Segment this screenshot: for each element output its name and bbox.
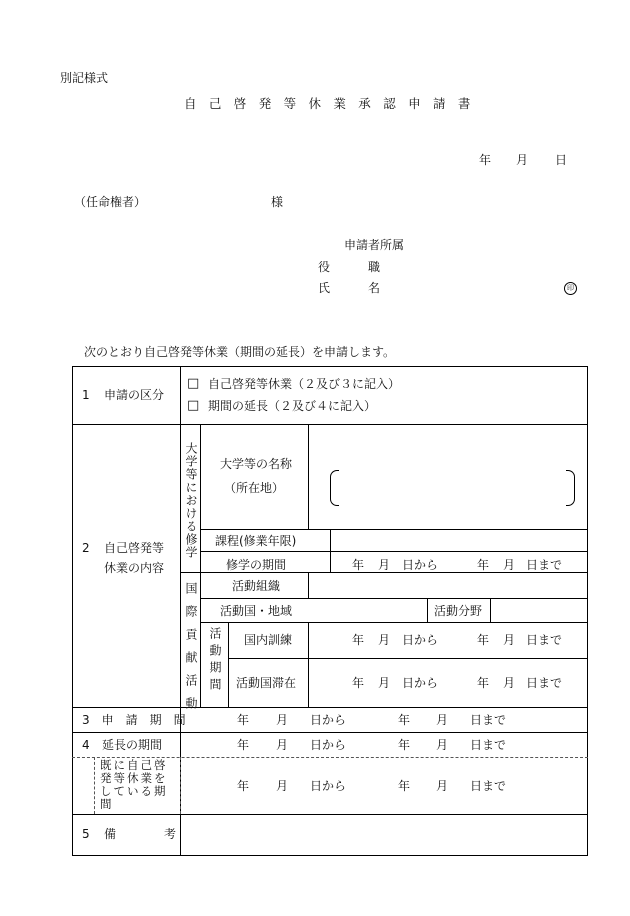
org-field[interactable] xyxy=(312,576,584,596)
course-bottom-line xyxy=(200,551,588,552)
row-divider-2-3 xyxy=(72,707,588,708)
already-until-year: 年 xyxy=(398,779,411,793)
date-day: 日 xyxy=(555,153,568,167)
checkbox-extension[interactable]: □ xyxy=(187,398,200,413)
table-border-bottom xyxy=(72,855,588,856)
already-label-line4: 間 xyxy=(100,797,112,811)
domestic-from-month: 月 xyxy=(378,633,391,647)
period-label-divider xyxy=(308,622,309,707)
date-year: 年 xyxy=(479,153,492,167)
univ-intl-divider xyxy=(180,572,588,573)
period-group-divider xyxy=(228,622,229,707)
univ-name-label-line2: （所在地） xyxy=(224,481,285,495)
addressee-label: （任命権者） xyxy=(74,195,147,209)
applicant-name-label-2: 名 xyxy=(368,281,381,295)
row5-label-1: 備 xyxy=(104,827,117,841)
univ-address-field[interactable] xyxy=(342,470,564,504)
field-divider xyxy=(490,598,491,622)
row1-label: 申請の区分 xyxy=(104,388,165,402)
already-label-line3: している期 xyxy=(100,784,168,798)
leave-from-year: 年 xyxy=(237,713,250,727)
applicant-position-label-1: 役 xyxy=(318,260,331,274)
country-region-label: 活動国・地域 xyxy=(220,604,293,618)
study-from-month: 月 xyxy=(378,558,391,572)
checkbox-leave[interactable]: □ xyxy=(187,376,200,391)
intro-sentence: 次のとおり自己啓発等休業（期間の延長）を申請します。 xyxy=(84,345,396,359)
study-period-label: 修学の期間 xyxy=(226,558,287,572)
seal-mark: 印 xyxy=(564,282,577,295)
already-from-year: 年 xyxy=(237,779,250,793)
already-label-line1: 既に自己啓 xyxy=(100,758,168,772)
already-until-day: 日まで xyxy=(470,779,507,793)
univ-name-divider xyxy=(308,424,309,529)
period-group-label: 活動期間 xyxy=(208,627,222,695)
course-field[interactable] xyxy=(334,532,584,550)
table-border-right xyxy=(587,366,588,856)
org-label: 活動組織 xyxy=(232,579,281,593)
domestic-from-year: 年 xyxy=(352,633,365,647)
addressee-honorific: 様 xyxy=(271,195,284,209)
course-label: 課程(修業年限) xyxy=(215,534,297,548)
option-extension-label: 期間の延長（２及び４に記入） xyxy=(208,399,377,413)
country-divider xyxy=(427,598,428,622)
table-border-left xyxy=(72,366,73,856)
abroad-until-month: 月 xyxy=(503,676,516,690)
row2-label-line2: 休業の内容 xyxy=(104,561,165,575)
row4-number: 4 xyxy=(82,738,90,752)
already-label-line2: 発等休業を xyxy=(100,771,168,785)
already-left-dashed xyxy=(94,757,95,814)
row5-label-2: 考 xyxy=(164,827,177,841)
leave-from-day: 日から xyxy=(310,713,347,727)
row3-label: 3 申 請 期 間 xyxy=(82,713,186,727)
domestic-from-day: 日から xyxy=(402,633,439,647)
univ-name-label-line1: 大学等の名称 xyxy=(220,457,293,471)
applicant-position-label-2: 職 xyxy=(368,260,381,274)
row-divider-4-5 xyxy=(72,814,588,815)
extension-from-month: 月 xyxy=(276,738,289,752)
domestic-training-label: 国内訓練 xyxy=(244,633,293,647)
abroad-from-year: 年 xyxy=(352,676,365,690)
leave-until-month: 月 xyxy=(436,713,449,727)
domestic-bottom-line xyxy=(228,658,588,659)
row4-label: 延長の期間 xyxy=(102,738,163,752)
study-from-day: 日から xyxy=(402,558,439,572)
intl-group-label: 国際貢献活動 xyxy=(184,582,198,720)
univ-group-label: 大学等における修学 xyxy=(184,442,198,559)
field-input[interactable] xyxy=(494,601,584,620)
group-label-divider xyxy=(200,424,201,707)
org-bottom-line xyxy=(200,598,588,599)
abroad-until-day: 日まで xyxy=(526,676,563,690)
leave-from-month: 月 xyxy=(276,713,289,727)
row1-number: 1 xyxy=(82,388,90,402)
application-table xyxy=(72,366,588,856)
abroad-until-year: 年 xyxy=(477,676,490,690)
applicant-name-label-1: 氏 xyxy=(318,281,331,295)
country-field[interactable] xyxy=(312,601,424,620)
study-from-year: 年 xyxy=(352,558,365,572)
study-until-day: 日まで xyxy=(526,558,563,572)
document-title: 自己啓発等休業承認申請書 xyxy=(184,96,483,111)
extension-until-day: 日まで xyxy=(470,738,507,752)
already-until-month: 月 xyxy=(436,779,449,793)
domestic-until-year: 年 xyxy=(477,633,490,647)
remarks-field[interactable] xyxy=(184,818,584,852)
already-from-month: 月 xyxy=(276,779,289,793)
row5-number: 5 xyxy=(82,827,90,841)
abroad-from-day: 日から xyxy=(402,676,439,690)
leave-until-year: 年 xyxy=(398,713,411,727)
extension-until-month: 月 xyxy=(436,738,449,752)
option-leave-label: 自己啓発等休業（２及び３に記入） xyxy=(208,377,401,391)
row2-label-line1: 自己啓発等 xyxy=(104,541,165,555)
table-border-top xyxy=(72,366,588,367)
domestic-until-month: 月 xyxy=(503,633,516,647)
domestic-until-day: 日まで xyxy=(526,633,563,647)
field-label: 活動分野 xyxy=(434,604,483,618)
study-until-year: 年 xyxy=(477,558,490,572)
form-type-label: 別記様式 xyxy=(60,71,109,85)
row-divider-3-4 xyxy=(72,732,588,733)
extension-from-day: 日から xyxy=(310,738,347,752)
univ-name-bottom-line xyxy=(200,529,588,530)
abroad-from-month: 月 xyxy=(378,676,391,690)
study-until-month: 月 xyxy=(503,558,516,572)
already-right-dashed xyxy=(180,757,181,814)
row2-number: 2 xyxy=(82,541,90,555)
address-bracket-right xyxy=(566,470,575,506)
org-divider xyxy=(308,572,309,598)
stay-abroad-label: 活動国滞在 xyxy=(236,676,297,690)
row-divider-1-2 xyxy=(72,424,588,425)
extension-from-year: 年 xyxy=(237,738,250,752)
extension-until-year: 年 xyxy=(398,738,411,752)
applicant-affiliation-label: 申請者所属 xyxy=(344,238,405,252)
country-bottom-line xyxy=(200,622,588,623)
already-from-day: 日から xyxy=(310,779,347,793)
leave-until-day: 日まで xyxy=(470,713,507,727)
address-bracket-left xyxy=(330,470,339,506)
date-month: 月 xyxy=(516,153,529,167)
